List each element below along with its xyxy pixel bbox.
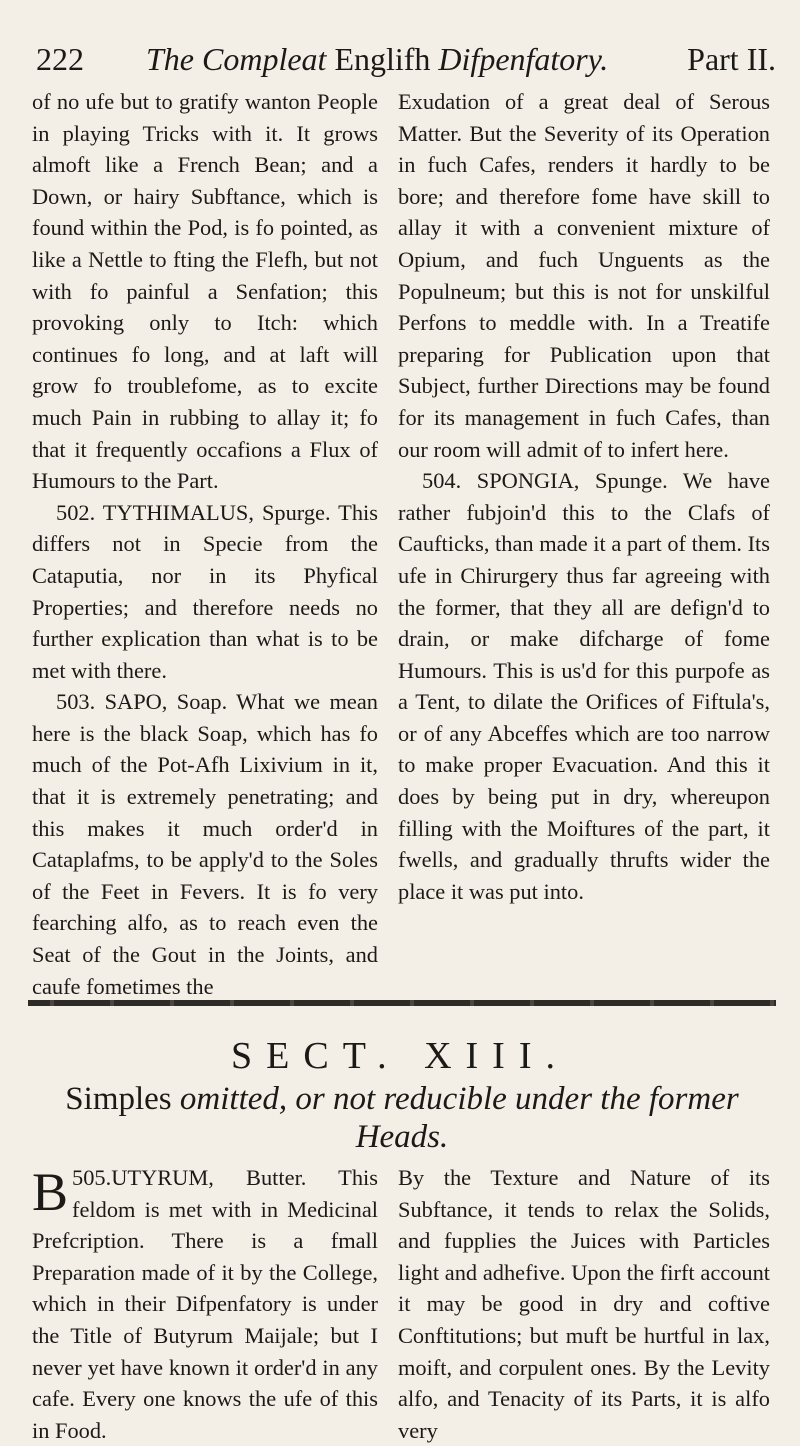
- section-subheading: [28, 1080, 776, 1156]
- running-title-plain: Englifh: [334, 41, 431, 77]
- right-column-bottom: [398, 1162, 770, 1446]
- paragraph-butter-continued: By the Texture and Nature of its Subftance, it tends to relax the Solids, and fupplies the Juices with Particles light and adhefive. Upon the firft account it may be good in dry and coftive Conftitutions; but muft be hurtful in lax, moift, and corpulent ones. By the Levity alfo, and Tenacity of its Parts, it is alfo very: [398, 1165, 770, 1443]
- page-number: 222: [36, 41, 84, 77]
- right-column-top: [398, 86, 770, 907]
- entry-number: 505.: [72, 1165, 112, 1190]
- running-header: [36, 36, 776, 82]
- section-heading: SECT. XIII.: [231, 1035, 569, 1077]
- subheading-italic: omitted, or not reducible under the former Heads.: [179, 1081, 739, 1155]
- paragraph-continuation: of no ufe but to gratify wanton People in playing Tricks with it. It grows almoft like a French Bean; and a Down, or hairy Subftance, which is found within the Pod, is fo pointed, as like a Nettle to fting the Flefh, but not with fo painful a Senfation; this provoking only to Itch: which continues fo long, and at laft will grow fo troublefome, as to excite much Pain in rubbing to allay it; fo that it frequently occafions a Flux of Humours to the Part.: [32, 89, 378, 494]
- running-title-italic: The Compleat: [146, 41, 327, 77]
- section-divider-rule: [28, 1000, 776, 1006]
- entry-503-sapo: 503. SAPO, Soap. What we mean here is the black Soap, which has fo much of the Pot-Afh Lixivium in it, that it is extremely penetrating; and this makes it much order'd in Cataplafms, to be apply'd to the Soles of the Feet in Fevers. It is fo very fearching alfo, as to reach even the Seat of the Gout in the Joints, and caufe fometimes the: [32, 689, 378, 999]
- running-title-italic-2: Difpenfatory.: [438, 41, 609, 77]
- entry-505-text: UTYRUM, Butter. This feldom is met with in Medicinal Prefcription. There is a fmall Preparation made of it by the College, which in their Difpenfatory is under the Title of Butyrum Maijale; but I never yet have known it order'd in any cafe. Every one knows the ufe of this in Food.: [32, 1165, 378, 1443]
- paragraph-continuation-soap: Exudation of a great deal of Serous Matter. But the Severity of its Operation in fuch Cafes, renders it hardly to be bore; and therefore fome have skill to allay it with a convenient mixture of Opium, and fuch Unguents as the Populneum; but this is not for unskilful Perfons to meddle with. In a Treatife preparing for Publication upon that Subject, further Directions may be found for its management in fuch Cafes, than our room will admit of to infert here.: [398, 89, 770, 462]
- part-label: Part II.: [687, 41, 776, 77]
- entry-504-spongia: 504. SPONGIA, Spunge. We have rather fubjoin'd this to the Clafs of Caufticks, than made it a part of them. Its ufe in Chirurgery thus far agreeing with the former, that they all are defign'd to drain, or make difcharge of fome Humours. This is us'd for this purpofe as a Tent, to dilate the Orifices of Fiftula's, or of any Abceffes which are too narrow to make proper Evacuation. And this it does by being put in dry, whereupon filling with the Moiftures of the part, it fwells, and gradually thrufts wider the place it was put into.: [398, 468, 770, 904]
- subheading-plain: Simples: [65, 1081, 172, 1117]
- left-column-top: [32, 86, 378, 1002]
- running-title: [146, 36, 608, 82]
- drop-cap: B: [32, 1162, 69, 1222]
- entry-502-tythimalus: 502. TYTHIMALUS, Spurge. This differs not in Specie from the Cataputia, nor in its Phyfical Properties; and therefore needs no further explication than what is to be met with there.: [32, 499, 378, 683]
- entry-505-butyrum: [32, 1162, 378, 1446]
- left-column-bottom: [32, 1162, 378, 1446]
